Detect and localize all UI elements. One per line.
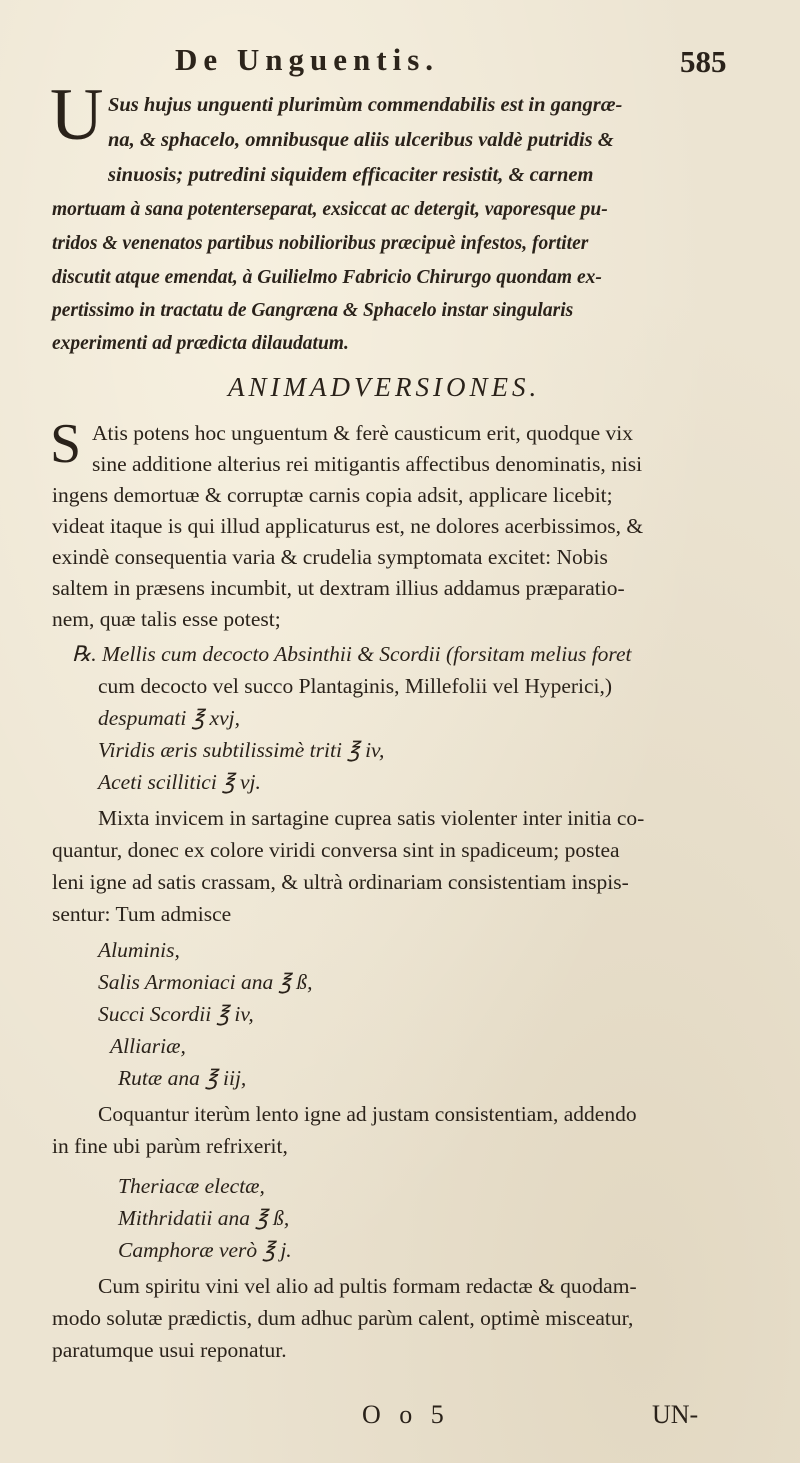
para5-line-1: Cum spiritu vini vel alio ad pultis formam redactæ & quodam- [98,1274,637,1298]
recipe2-line-3: Succi Scordii ℥ iv, [98,1002,254,1026]
recipe1-line-5: Aceti scillitici ℥ vj. [98,770,261,794]
para2-line-4: videat itaque is qui illud applicaturus est, ne dolores acerbissimos, & [52,514,644,538]
recipe2-line-1: Aluminis, [98,938,180,962]
para2-line-6: saltem in præsens incumbit, ut dextram illius addamus præparatio- [52,576,625,600]
recipe3-line-2: Mithridatii ana ℥ ß, [118,1206,290,1230]
para1-line-3: sinuosis; putredini siquidem efficaciter resistit, & carnem [108,164,594,186]
para2-line-2: sine additione alterius rei mitigantis affectibus denominatis, nisi [92,452,643,476]
section-heading: ANIMADVERSIONES. [228,372,541,402]
drop-cap-u: U [50,74,104,156]
recipe2-line-4: Alliariæ, [110,1034,186,1058]
para1-line-5: tridos & venenatos partibus nobilioribus præcipuè infestos, fortiter [52,233,589,254]
recipe1-line-3: despumati ℥ xvj, [98,706,240,730]
recipe1-line-1: ℞. Mellis cum decocto Absinthii & Scordii (forsitam melius foret [72,642,632,666]
recipe1-line-2: cum decocto vel succo Plantaginis, Millefolii vel Hyperici,) [98,674,613,698]
para2-line-7: nem, quæ talis esse potest; [52,607,281,631]
para1-line-2: na, & sphacelo, omnibusque aliis ulceribus valdè putridis & [108,129,614,151]
recipe1-line-4: Viridis æris subtilissimè triti ℥ iv, [98,738,385,762]
running-header: De Unguentis. [175,42,440,77]
para2-line-1: Atis potens hoc unguentum & ferè causticum erit, quodque vix [92,421,633,445]
para4-line-2: in fine ubi parùm refrixerit, [52,1134,288,1158]
para1-line-8: experimenti ad prædicta dilaudatum. [52,333,349,354]
para1-line-4: mortuam à sana potenterseparat, exsiccat ac detergit, vaporesque pu- [52,199,608,220]
para1-line-1: Sus hujus unguenti plurimùm commendabilis est in gangræ- [108,94,623,116]
para5-line-3: paratumque usui reponatur. [52,1338,287,1362]
drop-cap-s: S [50,413,82,475]
para5-line-2: modo solutæ prædictis, dum adhuc parùm calent, optimè misceatur, [52,1306,634,1330]
recipe2-line-2: Salis Armoniaci ana ℥ ß, [98,970,313,994]
para1-line-7: pertissimo in tractatu de Gangræna & Sphacelo instar singularis [52,300,574,321]
recipe3-line-1: Theriacæ electæ, [118,1174,265,1198]
para3-line-3: leni igne ad satis crassam, & ultrà ordinariam consistentiam inspis- [52,870,629,894]
para4-line-1: Coquantur iterùm lento igne ad justam consistentiam, addendo [98,1102,637,1126]
para2-line-5: exindè consequentia varia & crudelia symptomata excitet: Nobis [52,545,608,569]
recipe2-line-5: Rutæ ana ℥ iij, [118,1066,247,1090]
para1-line-6: discutit atque emendat, à Guilielmo Fabricio Chirurgo quondam ex- [52,267,602,288]
catchword: UN- [652,1400,699,1429]
para3-line-2: quantur, donec ex colore viridi conversa sint in spadiceum; postea [52,838,620,862]
signature-mark: O o 5 [362,1400,450,1429]
para3-line-1: Mixta invicem in sartagine cuprea satis violenter inter initia co- [98,806,645,830]
page-number: 585 [680,44,727,79]
recipe3-line-3: Camphoræ verò ℥ j. [118,1238,292,1262]
para2-line-3: ingens demortuæ & corruptæ carnis copia adsit, applicare licebit; [52,483,613,507]
para3-line-4: sentur: Tum admisce [52,902,232,926]
